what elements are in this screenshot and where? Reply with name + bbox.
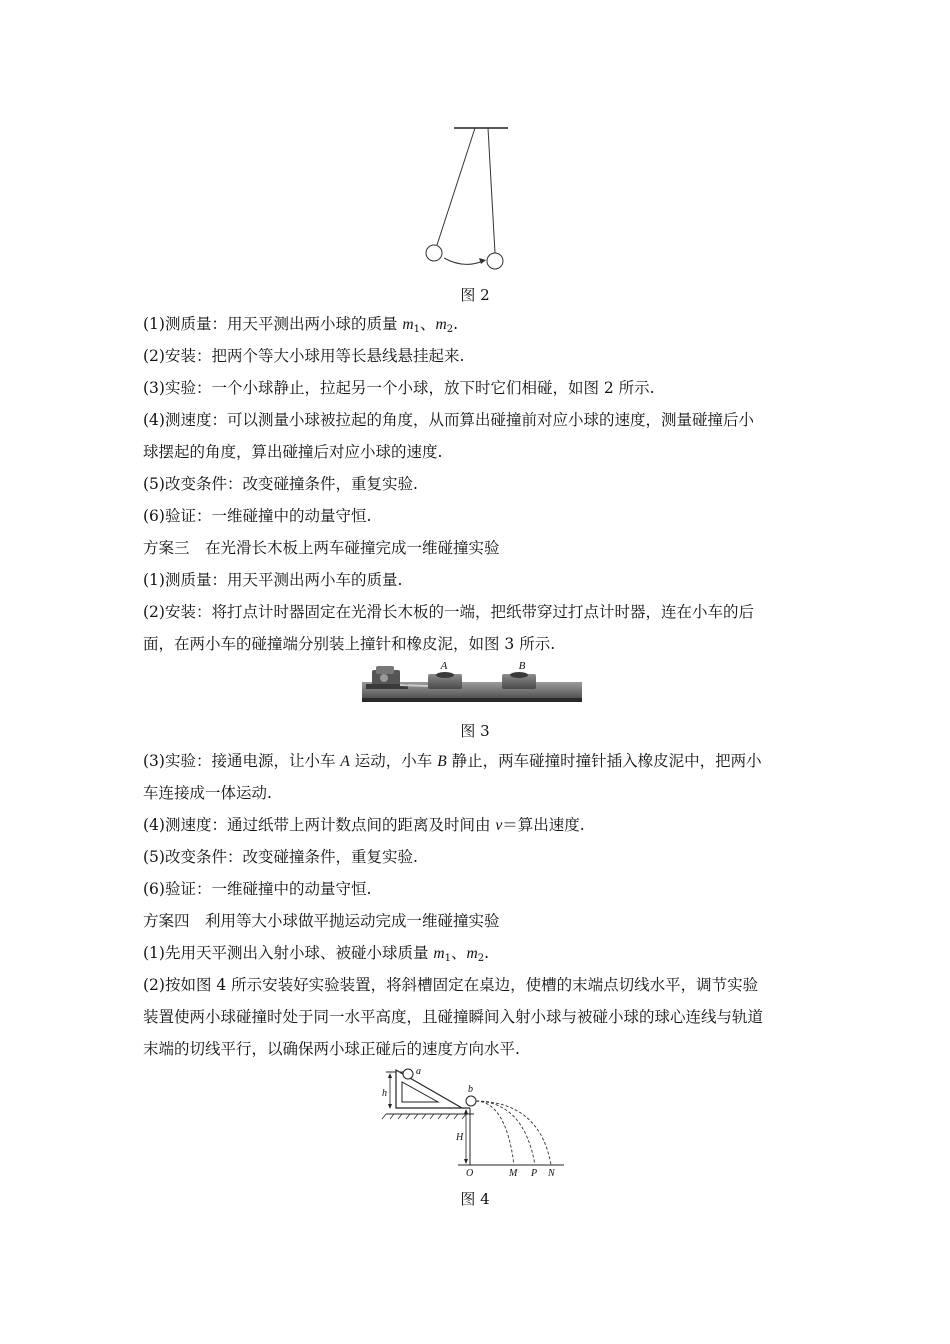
figure-3-caption: 图 3 [460,722,490,740]
figure-3-carts [362,660,582,704]
figure-2-pendulum [420,120,520,275]
figure-4-chute [378,1066,578,1178]
plan3-step3-line1: (3)实验：接通电源，让小车 A 运动，小车 B 静止，两车碰撞时撞针插入橡皮泥中，把两小 [143,752,762,770]
plan2-step2: (2)安装：把两个等大小球用等长悬线悬挂起来. [143,347,465,365]
figure-4-label-b: b [468,1084,473,1095]
plan2-step4-line1: (4)测速度：可以测量小球被拉起的角度，从而算出碰撞前对应小球的速度，测量碰撞后小 [143,411,754,429]
figure-4-label-N: N [548,1168,555,1179]
plan2-step4-line2: 球摆起的角度，算出碰撞后对应小球的速度. [143,443,443,461]
plan3-step1: (1)测质量：用天平测出两小车的质量. [143,571,403,589]
plan3-step3-line2: 车连接成一体运动. [143,784,272,802]
figure-4-label-h: h [382,1088,387,1099]
plan3-step4: (4)测速度：通过纸带上两计数点间的距离及时间由 v＝算出速度. [143,816,585,834]
plan4-step2-line2: 装置使两小球碰撞时处于同一水平高度，且碰撞瞬间入射小球与被碰小球的球心连线与轨道 [143,1008,764,1026]
figure-4-label-H: H [456,1132,464,1143]
figure-4-label-O: O [466,1168,474,1179]
plan3-title: 方案三 在光滑长木板上两车碰撞完成一维碰撞实验 [143,539,500,557]
plan3-step6: (6)验证：一维碰撞中的动量守恒. [143,880,372,898]
figure-3-label-b: B [518,660,526,672]
plan3-step2-line2: 面，在两小车的碰撞端分别装上撞针和橡皮泥，如图 3 所示. [143,635,556,653]
figure-4-caption: 图 4 [460,1190,490,1208]
figure-4-label-P: P [531,1168,538,1179]
plan2-step1: (1)测质量：用天平测出两小球的质量 $m_1$、$m_2$. [143,315,458,335]
figure-4-label-M: M [509,1168,518,1179]
plan4-title: 方案四 利用等大小球做平抛运动完成一维碰撞实验 [143,912,500,930]
plan4-step2-line3: 末端的切线平行，以确保两小球正碰后的速度方向水平. [143,1040,520,1058]
plan2-step3: (3)实验：一个小球静止，拉起另一个小球，放下时它们相碰，如图 2 所示. [143,379,655,397]
plan3-step5: (5)改变条件：改变碰撞条件，重复实验. [143,848,418,866]
figure-2-caption: 图 2 [460,286,490,304]
plan3-step2-line1: (2)安装：将打点计时器固定在光滑长木板的一端，把纸带穿过打点计时器，连在小车的后 [143,603,754,621]
plan4-step2-line1: (2)按如图 4 所示安装好实验装置，将斜槽固定在桌边，使槽的末端点切线水平，调节实验 [143,976,759,994]
figure-4-label-a: a [416,1066,421,1077]
plan2-step5: (5)改变条件：改变碰撞条件，重复实验. [143,475,418,493]
plan2-step6: (6)验证：一维碰撞中的动量守恒. [143,507,372,525]
plan4-step1: (1)先用天平测出入射小球、被碰小球质量 $m_1$、$m_2$. [143,944,489,964]
figure-3-label-a: A [440,660,448,672]
